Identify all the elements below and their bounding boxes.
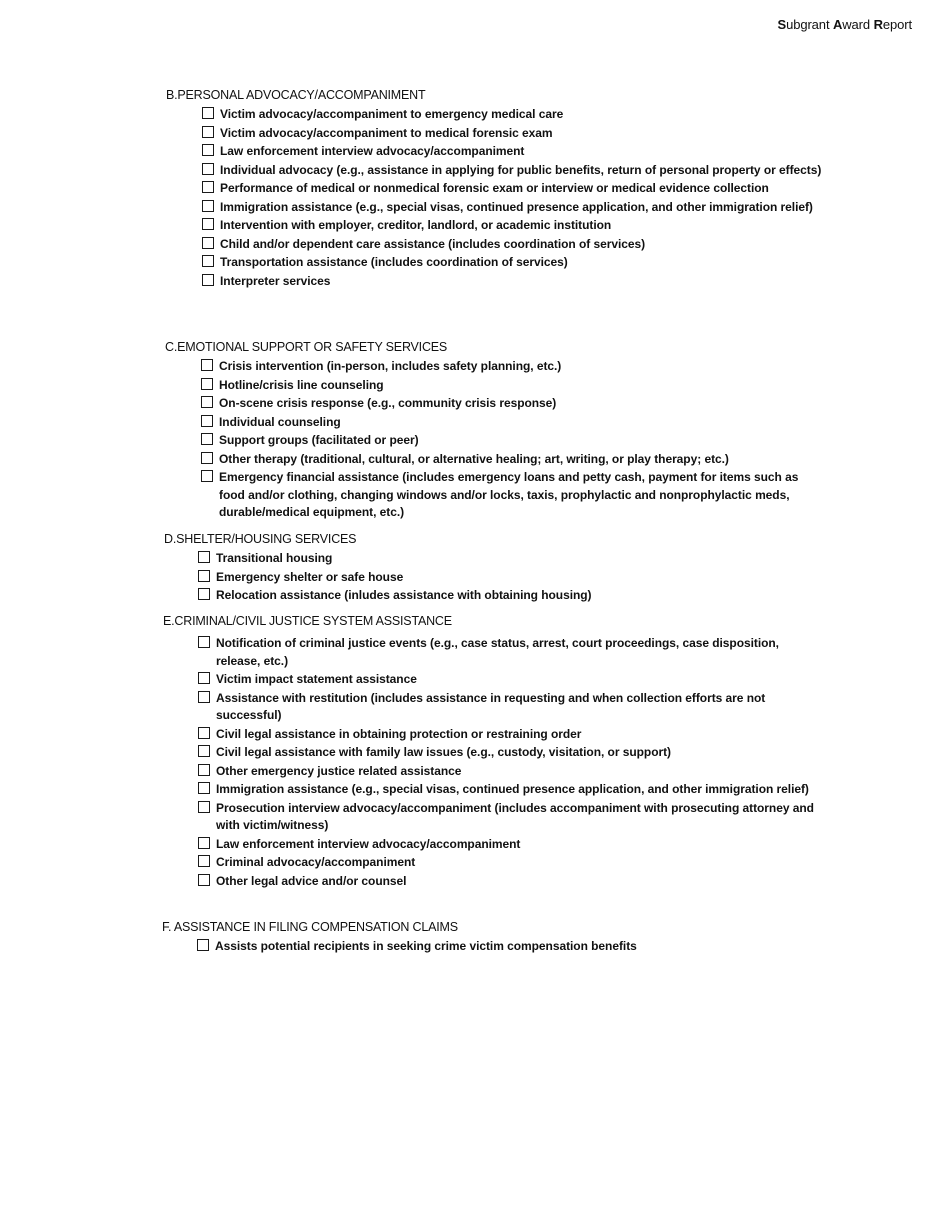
list-item [198, 635, 823, 670]
checkbox-label: Immigration assistance (e.g., special visas, continued presence application, and other immigration relief) [220, 199, 813, 214]
list-item [198, 744, 823, 762]
checkbox-list [201, 358, 825, 522]
checkbox[interactable] [198, 588, 210, 600]
checkbox[interactable] [201, 378, 213, 390]
checkbox[interactable] [198, 764, 210, 776]
checkbox[interactable] [202, 107, 214, 119]
checkbox[interactable] [202, 237, 214, 249]
checkbox-label: Individual advocacy (e.g., assistance in applying for public benefits, return of personal property or effects) [220, 162, 822, 177]
checkbox-label: Intervention with employer, creditor, landlord, or academic institution [220, 218, 612, 232]
checkbox[interactable] [202, 126, 214, 138]
report-title-initial-3: R [873, 17, 883, 32]
checkbox-label: Other therapy (traditional, cultural, or alternative healing; art, writing, or play therapy; etc.) [219, 451, 729, 466]
checkbox[interactable] [202, 163, 214, 175]
report-title-rest-1: ubgrant [786, 17, 833, 32]
checkbox[interactable] [202, 255, 214, 267]
list-item [198, 781, 823, 799]
list-item [201, 395, 825, 413]
checkbox-label: Prosecution interview advocacy/accompaniment (includes accompaniment with prosecuting attorney and with victim/witness) [216, 800, 814, 832]
section-heading: C.EMOTIONAL SUPPORT OR SAFETY SERVICES [165, 340, 448, 354]
section-shelter-housing [164, 531, 824, 606]
checkbox-label: Criminal advocacy/accompaniment [216, 855, 416, 869]
list-item [201, 414, 825, 432]
checkbox-list [198, 550, 824, 605]
list-item [197, 938, 822, 956]
report-title-rest-2: ward [842, 17, 874, 32]
list-item [198, 763, 823, 781]
checkbox[interactable] [198, 570, 210, 582]
section-emotional-support [165, 339, 825, 523]
list-item [202, 106, 826, 124]
section-criminal-civil-justice [163, 613, 823, 891]
list-item [202, 273, 826, 291]
checkbox[interactable] [201, 396, 213, 408]
list-item [198, 836, 823, 854]
checkbox[interactable] [202, 274, 214, 286]
checkbox-label: Performance of medical or nonmedical forensic exam or interview or medical evidence collection [220, 181, 769, 195]
checkbox-label: Child and/or dependent care assistance (includes coordination of services) [220, 236, 646, 251]
list-item [198, 690, 823, 725]
report-title-initial-1: S [777, 17, 787, 32]
checkbox-label: Interpreter services [220, 273, 331, 288]
checkbox-label: Civil legal assistance in obtaining protection or restraining order [216, 726, 582, 741]
section-heading: B.PERSONAL ADVOCACY/ACCOMPANIMENT [166, 88, 426, 102]
checkbox[interactable] [201, 452, 213, 464]
checkbox[interactable] [198, 551, 210, 563]
list-item [198, 569, 824, 587]
list-item [198, 854, 823, 872]
checkbox[interactable] [202, 200, 214, 212]
checkbox[interactable] [198, 874, 210, 886]
list-item [202, 125, 826, 143]
list-item [198, 800, 823, 835]
checkbox[interactable] [201, 470, 213, 482]
list-item [202, 254, 826, 272]
list-item [198, 671, 823, 689]
checkbox[interactable] [198, 672, 210, 684]
list-item [202, 180, 826, 198]
checkbox-label: On-scene crisis response (e.g., community crisis response) [219, 396, 557, 410]
checkbox[interactable] [198, 782, 210, 794]
checkbox[interactable] [202, 144, 214, 156]
checkbox-label: Individual counseling [219, 414, 341, 429]
report-title-rest-3: eport [882, 17, 912, 32]
section-heading: E.CRIMINAL/CIVIL JUSTICE SYSTEM ASSISTANCE [163, 614, 452, 628]
list-item [202, 162, 826, 180]
list-item [201, 469, 825, 522]
checkbox-label: Victim impact statement assistance [216, 672, 417, 686]
list-item [198, 550, 824, 568]
section-compensation-claims [162, 919, 822, 957]
checkbox-label: Notification of criminal justice events (e.g., case status, arrest, court proceedings, case disposition, release, etc.) [216, 636, 779, 668]
checkbox-label: Transitional housing [216, 551, 333, 565]
list-item [202, 143, 826, 161]
checkbox[interactable] [198, 727, 210, 739]
checkbox[interactable] [198, 855, 210, 867]
checkbox-label: Transportation assistance (includes coordination of services) [220, 255, 568, 269]
checkbox-label: Immigration assistance (e.g., special visas, continued presence application, and other immigration relief) [216, 782, 809, 796]
checkbox-list [198, 635, 823, 890]
checkbox-label: Civil legal assistance with family law issues (e.g., custody, visitation, or support) [216, 745, 671, 759]
list-item [201, 377, 825, 395]
list-item [202, 199, 826, 217]
checkbox-label: Emergency financial assistance (includes emergency loans and petty cash, payment for items such as food and/or clothing, changing windows and/or locks, taxis, prophylactic and nonprophylactic meds, durable/medical equipment, etc.) [219, 470, 799, 519]
checkbox-label: Relocation assistance (inludes assistance with obtaining housing) [216, 588, 592, 602]
checkbox[interactable] [201, 433, 213, 445]
list-item [198, 726, 823, 744]
section-heading: D.SHELTER/HOUSING SERVICES [164, 532, 357, 546]
list-item [201, 451, 825, 469]
list-item [198, 873, 823, 891]
checkbox-label: Emergency shelter or safe house [216, 569, 404, 584]
checkbox-label: Crisis intervention (in-person, includes safety planning, etc.) [219, 359, 562, 373]
checkbox-label: Other emergency justice related assistance [216, 763, 462, 778]
checkbox-label: Support groups (facilitated or peer) [219, 433, 419, 447]
report-title [777, 17, 912, 32]
section-heading: F. ASSISTANCE IN FILING COMPENSATION CLAIMS [162, 920, 458, 934]
checkbox-list [197, 938, 822, 956]
checkbox-label: Hotline/crisis line counseling [219, 377, 384, 392]
list-item [202, 236, 826, 254]
checkbox[interactable] [198, 801, 210, 813]
checkbox[interactable] [198, 636, 210, 648]
list-item [201, 432, 825, 450]
checkbox[interactable] [201, 359, 213, 371]
checkbox[interactable] [197, 939, 209, 951]
checkbox-label: Victim advocacy/accompaniment to emergency medical care [220, 107, 564, 121]
checkbox[interactable] [202, 181, 214, 193]
checkbox-label: Victim advocacy/accompaniment to medical forensic exam [220, 125, 553, 140]
checkbox-label: Law enforcement interview advocacy/accompaniment [220, 144, 525, 158]
checkbox[interactable] [198, 745, 210, 757]
report-title-initial-2: A [832, 17, 843, 32]
list-item [198, 587, 824, 605]
checkbox-label: Assists potential recipients in seeking crime victim compensation benefits [215, 939, 637, 953]
checkbox[interactable] [198, 691, 210, 703]
section-personal-advocacy [166, 87, 826, 291]
checkbox-label: Other legal advice and/or counsel [216, 873, 407, 888]
checkbox[interactable] [202, 218, 214, 230]
checkbox-label: Law enforcement interview advocacy/accompaniment [216, 836, 521, 851]
checkbox[interactable] [198, 837, 210, 849]
checkbox-list [202, 106, 826, 290]
list-item [201, 358, 825, 376]
list-item [202, 217, 826, 235]
checkbox[interactable] [201, 415, 213, 427]
checkbox-label: Assistance with restitution (includes assistance in requesting and when collection efforts are not successful) [216, 690, 766, 722]
